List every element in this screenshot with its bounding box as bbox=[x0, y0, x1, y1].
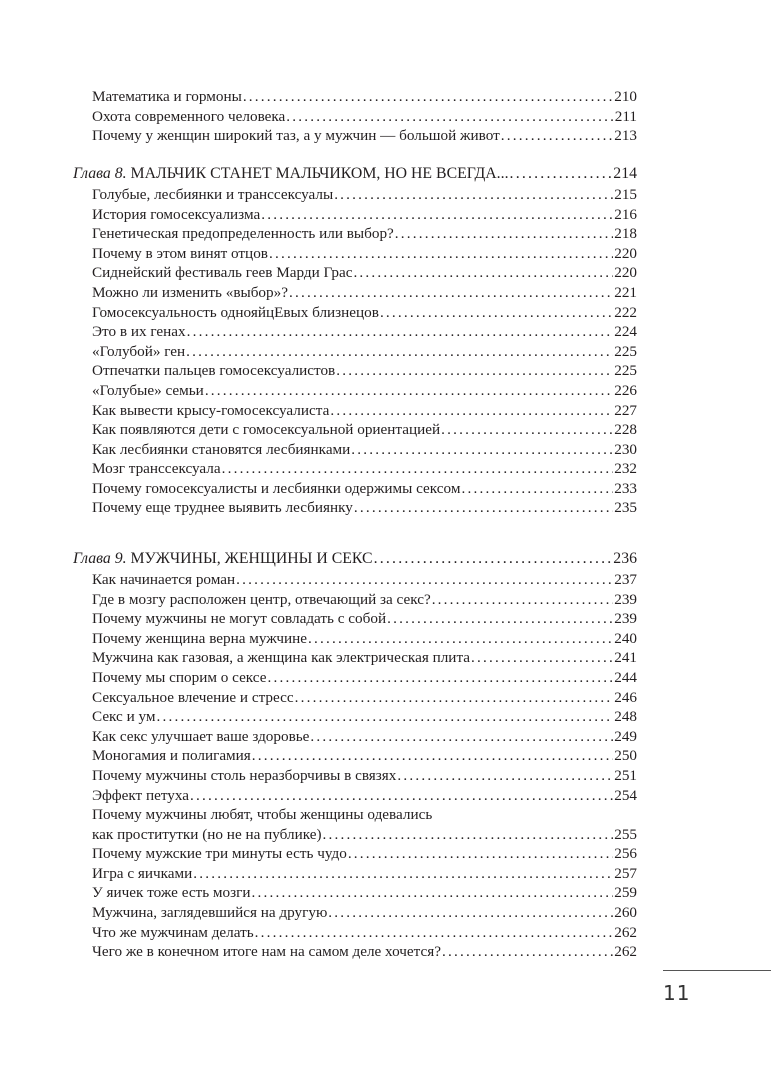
entry-page: 237 bbox=[614, 570, 637, 588]
chapter-page: 214 bbox=[613, 165, 637, 182]
dot-leader bbox=[336, 361, 613, 381]
dot-leader bbox=[187, 322, 614, 342]
dot-leader bbox=[205, 381, 613, 401]
dot-leader bbox=[269, 244, 613, 264]
entry-title: Почему мы спорим о сексе bbox=[92, 668, 267, 686]
entry-title: Почему мужские три минуты есть чудо bbox=[92, 845, 347, 863]
entry-title: Моногамия и полигамия bbox=[92, 747, 251, 765]
toc-entry bbox=[73, 126, 637, 146]
toc-entry bbox=[73, 825, 637, 845]
toc-entry-line bbox=[73, 805, 637, 825]
dot-leader bbox=[236, 570, 613, 590]
entry-title: Почему мужчины любят, чтобы женщины одевались bbox=[92, 806, 433, 824]
toc-entry bbox=[73, 263, 637, 283]
entry-page: 220 bbox=[614, 264, 637, 282]
entry-page: 222 bbox=[614, 303, 637, 321]
entry-title: Генетическая предопределенность или выбор? bbox=[92, 225, 394, 243]
entry-title: Почему еще труднее выявить лесбиянку bbox=[92, 499, 353, 517]
entry-page: 251 bbox=[614, 766, 637, 784]
toc-entry bbox=[73, 629, 637, 649]
toc-entry bbox=[73, 707, 637, 727]
entry-page: 239 bbox=[614, 590, 637, 608]
entry-title: Сиднейский фестиваль геев Марди Грас bbox=[92, 264, 353, 282]
dot-leader bbox=[267, 668, 613, 688]
entry-page: 262 bbox=[614, 943, 637, 961]
entry-page: 232 bbox=[614, 460, 637, 478]
entry-title: Это в их генах bbox=[92, 323, 186, 341]
entry-title: История гомосексуализма bbox=[92, 205, 261, 223]
entry-title: У яичек тоже есть мозги bbox=[92, 884, 251, 902]
toc-entry bbox=[73, 942, 637, 962]
dot-leader bbox=[387, 609, 613, 629]
dot-leader bbox=[374, 549, 613, 569]
entry-page: 235 bbox=[614, 499, 637, 517]
dot-leader bbox=[310, 727, 613, 747]
chapter-label: Глава 8. bbox=[73, 165, 127, 182]
toc-entry bbox=[73, 322, 637, 342]
entry-title: Гомосексуальность однояйцЕвых близнецов bbox=[92, 303, 379, 321]
toc-entry bbox=[73, 244, 637, 264]
toc-entry bbox=[73, 590, 637, 610]
entry-title: Как вывести крысу-гомосексуалиста bbox=[92, 401, 330, 419]
entry-page: 248 bbox=[614, 708, 637, 726]
entry-page: 210 bbox=[614, 88, 637, 105]
entry-title: Эффект петуха bbox=[92, 786, 190, 804]
chapter-label: Глава 9. bbox=[73, 550, 127, 567]
entry-page: 257 bbox=[614, 864, 637, 882]
entry-title: Игра с яичками bbox=[92, 864, 193, 882]
entry-page: 220 bbox=[614, 244, 637, 262]
entry-title: Можно ли изменить «выбор»? bbox=[92, 283, 288, 301]
toc-entry bbox=[73, 864, 637, 884]
toc-chapter-9 bbox=[73, 549, 637, 962]
dot-leader bbox=[501, 126, 613, 146]
entry-page: 239 bbox=[614, 610, 637, 628]
dot-leader bbox=[351, 440, 613, 460]
toc-entry bbox=[73, 727, 637, 747]
dot-leader bbox=[222, 459, 614, 479]
entry-page: 215 bbox=[614, 185, 637, 203]
entry-title: Как начинается роман bbox=[92, 570, 236, 588]
entry-title: Мозг транссексуала bbox=[92, 460, 221, 478]
toc-entry bbox=[73, 498, 637, 518]
dot-leader bbox=[261, 205, 613, 225]
dot-leader bbox=[510, 164, 613, 184]
chapter-heading bbox=[73, 164, 637, 184]
toc-entry bbox=[73, 185, 637, 205]
entry-page: 230 bbox=[614, 440, 637, 458]
toc-entry bbox=[73, 923, 637, 943]
dot-leader bbox=[251, 883, 613, 903]
dot-leader bbox=[432, 590, 614, 610]
toc-entry bbox=[73, 746, 637, 766]
entry-page: 221 bbox=[614, 283, 637, 301]
dot-leader bbox=[255, 923, 614, 943]
entry-page: 216 bbox=[614, 205, 637, 223]
entry-title: «Голубые» семьи bbox=[92, 381, 204, 399]
entry-title: Почему мужчины столь неразборчивы в связях bbox=[92, 766, 397, 784]
dot-leader bbox=[353, 263, 613, 283]
dot-leader bbox=[190, 786, 613, 806]
toc-entry bbox=[73, 205, 637, 225]
entry-title: Где в мозгу расположен центр, отвечающий за секс? bbox=[92, 590, 431, 608]
entry-title: Как секс улучшает ваше здоровье bbox=[92, 727, 310, 745]
toc-entry bbox=[73, 648, 637, 668]
dot-leader bbox=[441, 420, 613, 440]
entry-page: 225 bbox=[614, 362, 637, 380]
toc-entry bbox=[73, 688, 637, 708]
dot-leader bbox=[461, 479, 613, 499]
entry-title: Как лесбиянки становятся лесбиянками bbox=[92, 440, 351, 458]
entry-page: 227 bbox=[614, 401, 637, 419]
toc-entry bbox=[73, 401, 637, 421]
entry-page: 226 bbox=[614, 381, 637, 399]
toc-entry bbox=[73, 786, 637, 806]
toc-entry bbox=[73, 342, 637, 362]
entry-page: 218 bbox=[614, 225, 637, 243]
dot-leader bbox=[286, 107, 613, 127]
entry-page: 241 bbox=[614, 649, 637, 667]
dot-leader bbox=[193, 864, 613, 884]
toc-entry bbox=[73, 903, 637, 923]
toc-entry bbox=[73, 303, 637, 323]
entry-title: Почему мужчины не могут совладать с собой bbox=[92, 610, 387, 628]
entry-page: 255 bbox=[614, 825, 637, 843]
entry-page: 244 bbox=[614, 668, 637, 686]
entry-page: 224 bbox=[614, 323, 637, 341]
entry-page: 211 bbox=[614, 107, 637, 125]
dot-leader bbox=[157, 707, 614, 727]
entry-page: 213 bbox=[614, 127, 637, 145]
entry-page: 260 bbox=[614, 904, 637, 922]
dot-leader bbox=[328, 903, 613, 923]
chapter-title bbox=[73, 164, 509, 184]
page-number: 11 bbox=[663, 981, 691, 1005]
entry-page: 250 bbox=[614, 747, 637, 765]
toc-top-block bbox=[73, 87, 637, 146]
entry-title: Как появляются дети с гомосексуальной ориентацией bbox=[92, 421, 441, 439]
entry-title: Почему гомосексуалисты и лесбиянки одержимы сексом bbox=[92, 479, 461, 497]
footer-rule bbox=[663, 970, 771, 971]
entry-title: Отпечатки пальцев гомосексуалистов bbox=[92, 362, 336, 380]
toc-entry bbox=[73, 283, 637, 303]
entry-title: Что же мужчинам делать bbox=[92, 923, 254, 941]
dot-leader bbox=[380, 303, 613, 323]
dot-leader bbox=[186, 342, 613, 362]
entry-title: Почему женщина верна мужчине bbox=[92, 629, 308, 647]
dot-leader bbox=[243, 87, 613, 107]
dot-leader bbox=[252, 746, 613, 766]
toc-chapter-8 bbox=[73, 164, 637, 518]
entry-title: Математика и гормоны bbox=[92, 88, 242, 105]
entry-title: Охота современного человека bbox=[92, 107, 286, 125]
entry-title: Почему у женщин широкий таз, а у мужчин — большой живот bbox=[92, 127, 500, 145]
entry-page: 246 bbox=[614, 688, 637, 706]
entry-page: 225 bbox=[614, 342, 637, 360]
dot-leader bbox=[442, 942, 613, 962]
toc-entry bbox=[73, 609, 637, 629]
dot-leader bbox=[330, 401, 613, 421]
dot-leader bbox=[397, 766, 613, 786]
entry-page: 254 bbox=[614, 786, 637, 804]
toc-entry bbox=[73, 440, 637, 460]
entry-page: 262 bbox=[614, 923, 637, 941]
dot-leader bbox=[334, 185, 613, 205]
entry-title: Секс и ум bbox=[92, 708, 156, 726]
toc-entry bbox=[73, 107, 637, 127]
entry-title: Мужчина, заглядевшийся на другую bbox=[92, 904, 328, 922]
entry-title: Мужчина как газовая, а женщина как электрическая плита bbox=[92, 649, 471, 667]
chapter-name: МУЖЧИНЫ, ЖЕНЩИНЫ И СЕКС bbox=[126, 550, 373, 567]
entry-page: 240 bbox=[614, 629, 637, 647]
dot-leader bbox=[289, 283, 613, 303]
entry-title: Почему в этом винят отцов bbox=[92, 244, 268, 262]
toc-entry bbox=[73, 570, 637, 590]
dot-leader bbox=[323, 825, 614, 845]
entry-page: 233 bbox=[614, 479, 637, 497]
chapter-page: 236 bbox=[613, 550, 637, 567]
dot-leader bbox=[348, 844, 613, 864]
toc-entry bbox=[73, 668, 637, 688]
dot-leader bbox=[471, 648, 613, 668]
entry-page: 228 bbox=[614, 421, 637, 439]
dot-leader bbox=[354, 498, 613, 518]
chapter-heading bbox=[73, 549, 637, 569]
dot-leader bbox=[295, 688, 614, 708]
toc-entry bbox=[73, 420, 637, 440]
entry-title-cont: как проститутки (но не на публике) bbox=[92, 825, 322, 843]
toc-entry bbox=[73, 479, 637, 499]
toc-entry bbox=[73, 459, 637, 479]
toc-entry bbox=[73, 883, 637, 903]
entry-page: 256 bbox=[614, 845, 637, 863]
dot-leader bbox=[395, 224, 613, 244]
toc-entry bbox=[73, 844, 637, 864]
toc-entry bbox=[73, 766, 637, 786]
entry-title: «Голубой» ген bbox=[92, 342, 186, 360]
chapter-title bbox=[73, 549, 373, 569]
toc-entry bbox=[73, 361, 637, 381]
toc-entry bbox=[73, 381, 637, 401]
entry-page: 259 bbox=[614, 884, 637, 902]
toc-entry bbox=[73, 87, 637, 107]
entry-page: 249 bbox=[614, 727, 637, 745]
toc-entry bbox=[73, 224, 637, 244]
entry-title: Сексуальное влечение и стресс bbox=[92, 688, 294, 706]
chapter-name: МАЛЬЧИК СТАНЕТ МАЛЬЧИКОМ, НО НЕ ВСЕГДА... bbox=[126, 165, 509, 182]
entry-title: Чего же в конечном итоге нам на самом деле хочется? bbox=[92, 943, 441, 961]
entry-title: Голубые, лесбиянки и транссексуалы bbox=[92, 185, 334, 203]
dot-leader bbox=[308, 629, 613, 649]
